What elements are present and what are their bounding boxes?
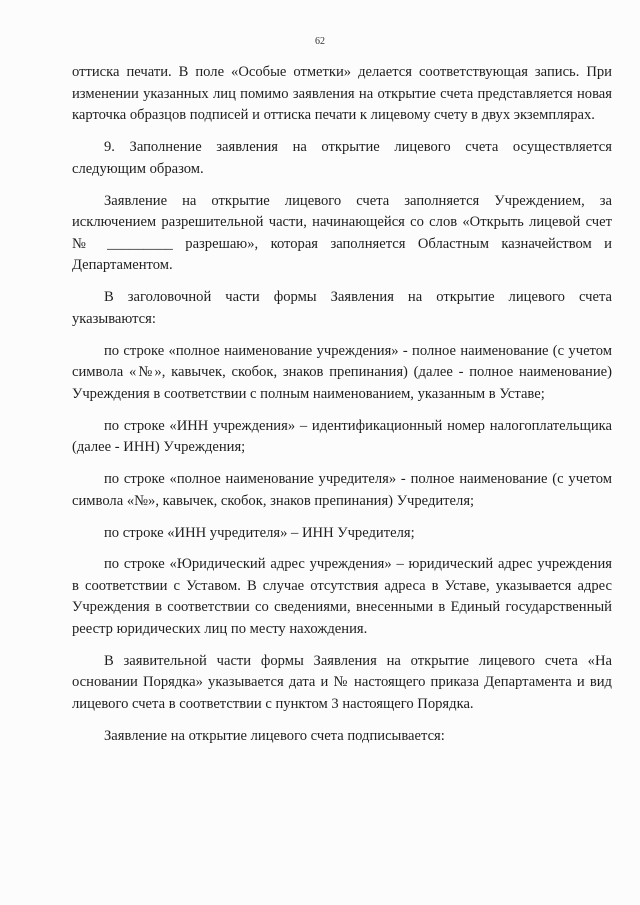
paragraph-legal-address: по строке «Юридический адрес учреждения» – юридический адрес учреждения в соответствии с Уставом. В случае отсутствия адреса в Уставе, указывается адрес Учреждения в соответствии со сведениями, внесенными в Единый государственный реестр юридических лиц по месту нахождения.: [72, 556, 612, 637]
paragraph-institution-name: по строке «полное наименование учреждения» - полное наименование (с учетом символа «№», кавычек, скобок, знаков препинания) (далее - полное наименование) Учреждения в соответствии с полным наименованием, указанным в Уставе;: [72, 342, 612, 402]
document-body: [72, 62, 612, 758]
paragraph-application-filling: Заявление на открытие лицевого счета заполняется Учреждением, за исключением разрешительной части, начинающейся со слов «Открыть лицевой счет № _________ разрешаю», которая заполняется Областным казначейством и Департаментом.: [72, 192, 612, 273]
paragraph-founder-name: по строке «полное наименование учредителя» - полное наименование (с учетом символа «№», кавычек, скобок, знаков препинания) Учредителя;: [72, 471, 612, 509]
paragraph-item-9: 9. Заполнение заявления на открытие лицевого счета осуществляется следующим образом.: [72, 139, 612, 177]
paragraph-signed-by: Заявление на открытие лицевого счета подписывается:: [104, 727, 445, 744]
paragraph-continuation: оттиска печати. В поле «Особые отметки» делается соответствующая запись. При изменении указанных лиц помимо заявления на открытие счета представляется новая карточка образцов подписей и оттиска печати к лицевому счету в двух экземплярах.: [72, 64, 612, 123]
paragraph-header-part: В заголовочной части формы Заявления на открытие лицевого счета указываются:: [72, 289, 612, 327]
page-number: 62: [315, 36, 325, 47]
paragraph-institution-inn: по строке «ИНН учреждения» – идентификационный номер налогоплательщика (далее - ИНН) Учреждения;: [72, 417, 612, 455]
paragraph-founder-inn: по строке «ИНН учредителя» – ИНН Учредителя;: [104, 524, 415, 541]
paragraph-declaration-part: В заявительной части формы Заявления на открытие лицевого счета «На основании Порядка» указывается дата и № настоящего приказа Департамента и вид лицевого счета в соответствии с пунктом 3 настоящего Порядка.: [72, 652, 612, 712]
